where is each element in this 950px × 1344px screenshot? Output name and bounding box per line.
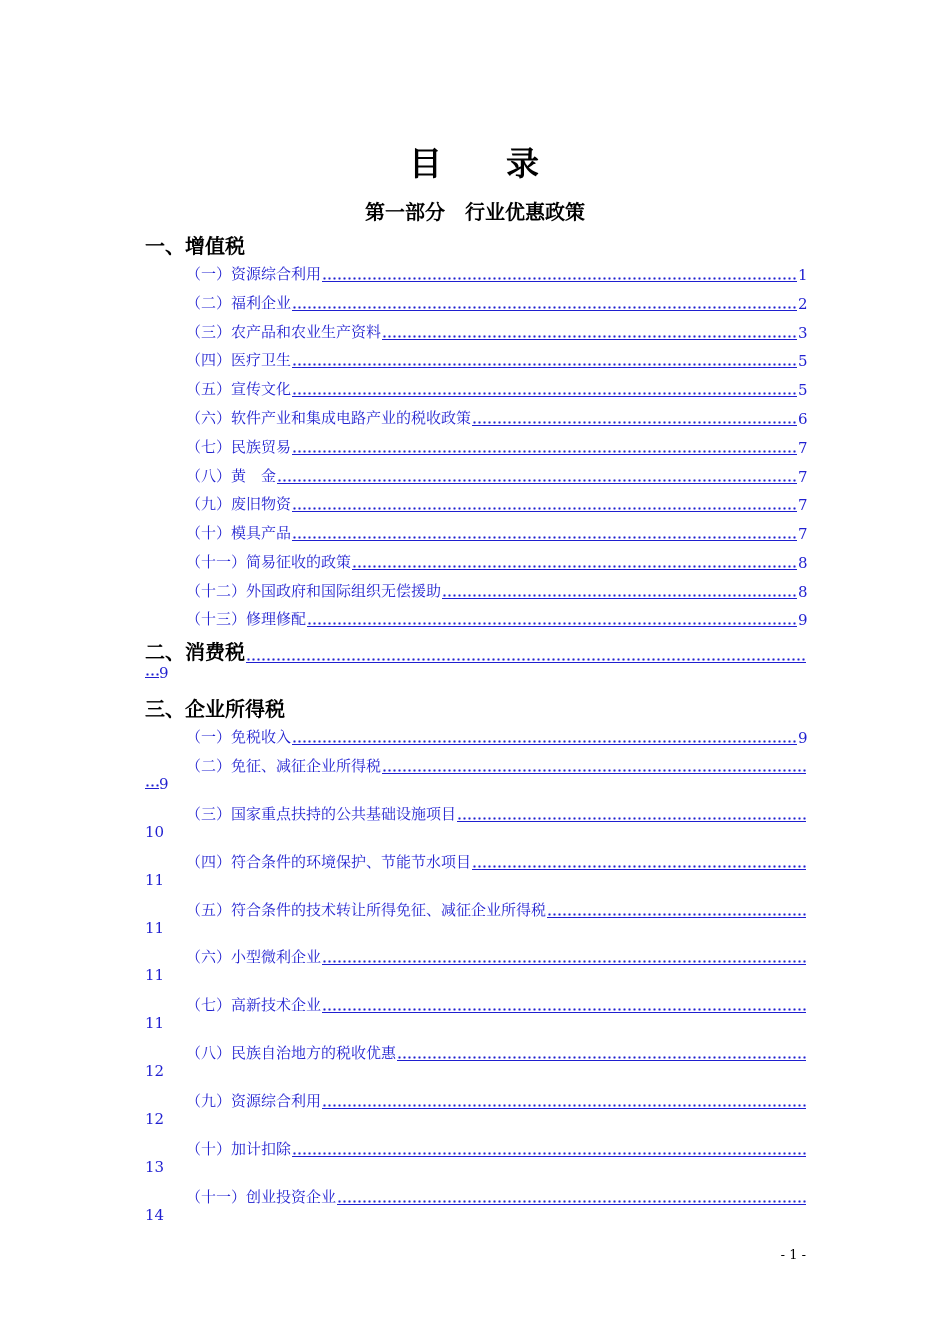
toc-entry-page: 5 <box>798 381 808 399</box>
dot-leader <box>382 323 797 340</box>
section-heading-consumption: 二、消费税 <box>145 640 245 664</box>
toc-entry[interactable] <box>186 523 806 543</box>
toc-entry-label: （九）废旧物资 <box>186 495 292 513</box>
toc-entry-label: （五）宣传文化 <box>186 380 292 398</box>
toc-entry-page-wrapped: 11 <box>145 871 165 889</box>
toc-entry-label: （七）高新技术企业 <box>186 996 322 1014</box>
toc-entry-page-wrapped: 14 <box>145 1206 165 1224</box>
toc-entry-page: 8 <box>798 583 808 601</box>
page-number-footer: - 1 - <box>780 1248 806 1263</box>
toc-entry-page: 7 <box>798 496 808 514</box>
toc-entry-label: （十三）修理修配 <box>186 610 307 628</box>
dot-leader <box>292 728 797 745</box>
toc-entry-page: 9 <box>159 664 169 682</box>
dot-leader <box>292 524 797 541</box>
toc-entry-page: 7 <box>798 468 808 486</box>
toc-entry-label: （四）医疗卫生 <box>186 351 292 369</box>
toc-entry[interactable] <box>186 1187 806 1207</box>
dot-leader <box>472 853 806 870</box>
dot-leader <box>442 582 797 599</box>
dot-leader <box>352 553 797 570</box>
toc-entry[interactable] <box>186 437 806 457</box>
dot-leader <box>322 265 797 282</box>
toc-entry[interactable] <box>186 379 806 399</box>
toc-entry-page-wrapped <box>145 664 169 682</box>
dot-leader <box>322 1092 806 1109</box>
toc-entry-page: 7 <box>798 525 808 543</box>
toc-entry[interactable] <box>186 1043 806 1063</box>
dot-leader <box>246 644 806 663</box>
dot-leader <box>322 948 806 965</box>
dot-leader <box>292 294 797 311</box>
dot-leader <box>292 351 797 368</box>
toc-entry-label: （五）符合条件的技术转让所得免征、减征企业所得税 <box>186 901 547 919</box>
toc-entry-page: 9 <box>798 611 808 629</box>
toc-entry-label: （八）黄 金 <box>186 467 277 485</box>
dot-leader <box>292 495 797 512</box>
toc-entry-page: 2 <box>798 295 808 313</box>
toc-entry[interactable] <box>186 995 806 1015</box>
toc-entry-page: 7 <box>798 439 808 457</box>
toc-entry[interactable] <box>186 756 806 776</box>
toc-entry-page-wrapped: 12 <box>145 1062 165 1080</box>
toc-entry[interactable] <box>186 264 806 284</box>
title-char-2: 录 <box>506 144 541 183</box>
page-title <box>0 138 950 185</box>
toc-entry-label: （一）资源综合利用 <box>186 265 322 283</box>
dot-leader <box>337 1188 806 1205</box>
dot-leader <box>307 610 797 627</box>
dot-leader <box>292 438 797 455</box>
dot-leader <box>547 901 806 918</box>
toc-entry-label: （九）资源综合利用 <box>186 1092 322 1110</box>
toc-entry-label: （三）农产品和农业生产资料 <box>186 323 382 341</box>
section-heading-income-tax: 三、企业所得税 <box>145 697 285 721</box>
toc-entry[interactable] <box>186 552 806 572</box>
toc-entry-page: 9 <box>798 729 808 747</box>
toc-entry[interactable] <box>186 804 806 824</box>
dot-leader <box>292 380 797 397</box>
dot-leader <box>277 467 797 484</box>
toc-entry-page-wrapped <box>145 775 169 793</box>
toc-entry-page: 3 <box>798 324 808 342</box>
toc-entry-label: （十）加计扣除 <box>186 1140 292 1158</box>
toc-entry-label: （六）软件产业和集成电路产业的税收政策 <box>186 409 472 427</box>
dot-leader <box>382 757 806 774</box>
dot-leader <box>145 776 159 789</box>
toc-entry-page-wrapped: 11 <box>145 1014 165 1032</box>
toc-entry-label: （一）免税收入 <box>186 728 292 746</box>
toc-entry-label: （二）免征、减征企业所得税 <box>186 757 382 775</box>
dot-leader <box>322 996 806 1013</box>
title-char-1: 目 <box>409 144 444 183</box>
toc-entry-page: 6 <box>798 410 808 428</box>
toc-entry-page-wrapped: 12 <box>145 1110 165 1128</box>
toc-entry[interactable] <box>186 609 806 629</box>
toc-entry-page: 5 <box>798 352 808 370</box>
toc-entry[interactable] <box>186 293 806 313</box>
toc-entry-label: （八）民族自治地方的税收优惠 <box>186 1044 397 1062</box>
toc-entry[interactable] <box>186 727 806 747</box>
toc-entry-page: 9 <box>159 775 169 793</box>
toc-entry-label: （十）模具产品 <box>186 524 292 542</box>
toc-entry-label: （二）福利企业 <box>186 294 292 312</box>
toc-entry-label: （十二）外国政府和国际组织无偿援助 <box>186 582 442 600</box>
toc-entry-label: （六）小型微利企业 <box>186 948 322 966</box>
toc-entry[interactable] <box>186 1091 806 1111</box>
dot-leader <box>145 665 159 678</box>
toc-entry[interactable] <box>186 852 806 872</box>
toc-entry[interactable] <box>186 466 806 486</box>
dot-leader <box>397 1044 806 1061</box>
toc-entry[interactable] <box>186 322 806 342</box>
toc-entry-page-wrapped: 13 <box>145 1158 165 1176</box>
dot-leader <box>457 805 806 822</box>
toc-entry[interactable] <box>186 581 806 601</box>
toc-entry[interactable] <box>186 494 806 514</box>
toc-entry-page-wrapped: 11 <box>145 919 165 937</box>
toc-entry-page: 1 <box>798 266 808 284</box>
toc-entry[interactable] <box>186 408 806 428</box>
toc-entry[interactable] <box>186 350 806 370</box>
toc-entry-page-wrapped: 10 <box>145 823 165 841</box>
toc-entry-label: （七）民族贸易 <box>186 438 292 456</box>
toc-entry[interactable] <box>186 1139 806 1159</box>
section-heading-vat: 一、增值税 <box>145 234 245 258</box>
toc-entry-label: （四）符合条件的环境保护、节能节水项目 <box>186 853 472 871</box>
dot-leader <box>472 409 797 426</box>
toc-entry-label: （十一）创业投资企业 <box>186 1188 337 1206</box>
toc-entry-label: （十一）简易征收的政策 <box>186 553 352 571</box>
toc-entry-page: 8 <box>798 554 808 572</box>
toc-entry[interactable] <box>186 947 806 967</box>
toc-entry-page-wrapped: 11 <box>145 966 165 984</box>
part-title: 第一部分 行业优惠政策 <box>365 200 585 224</box>
toc-entry-label: （三）国家重点扶持的公共基础设施项目 <box>186 805 457 823</box>
toc-entry[interactable] <box>186 900 806 920</box>
toc-entry-consumption-tax[interactable] <box>145 639 806 665</box>
dot-leader <box>292 1140 806 1157</box>
